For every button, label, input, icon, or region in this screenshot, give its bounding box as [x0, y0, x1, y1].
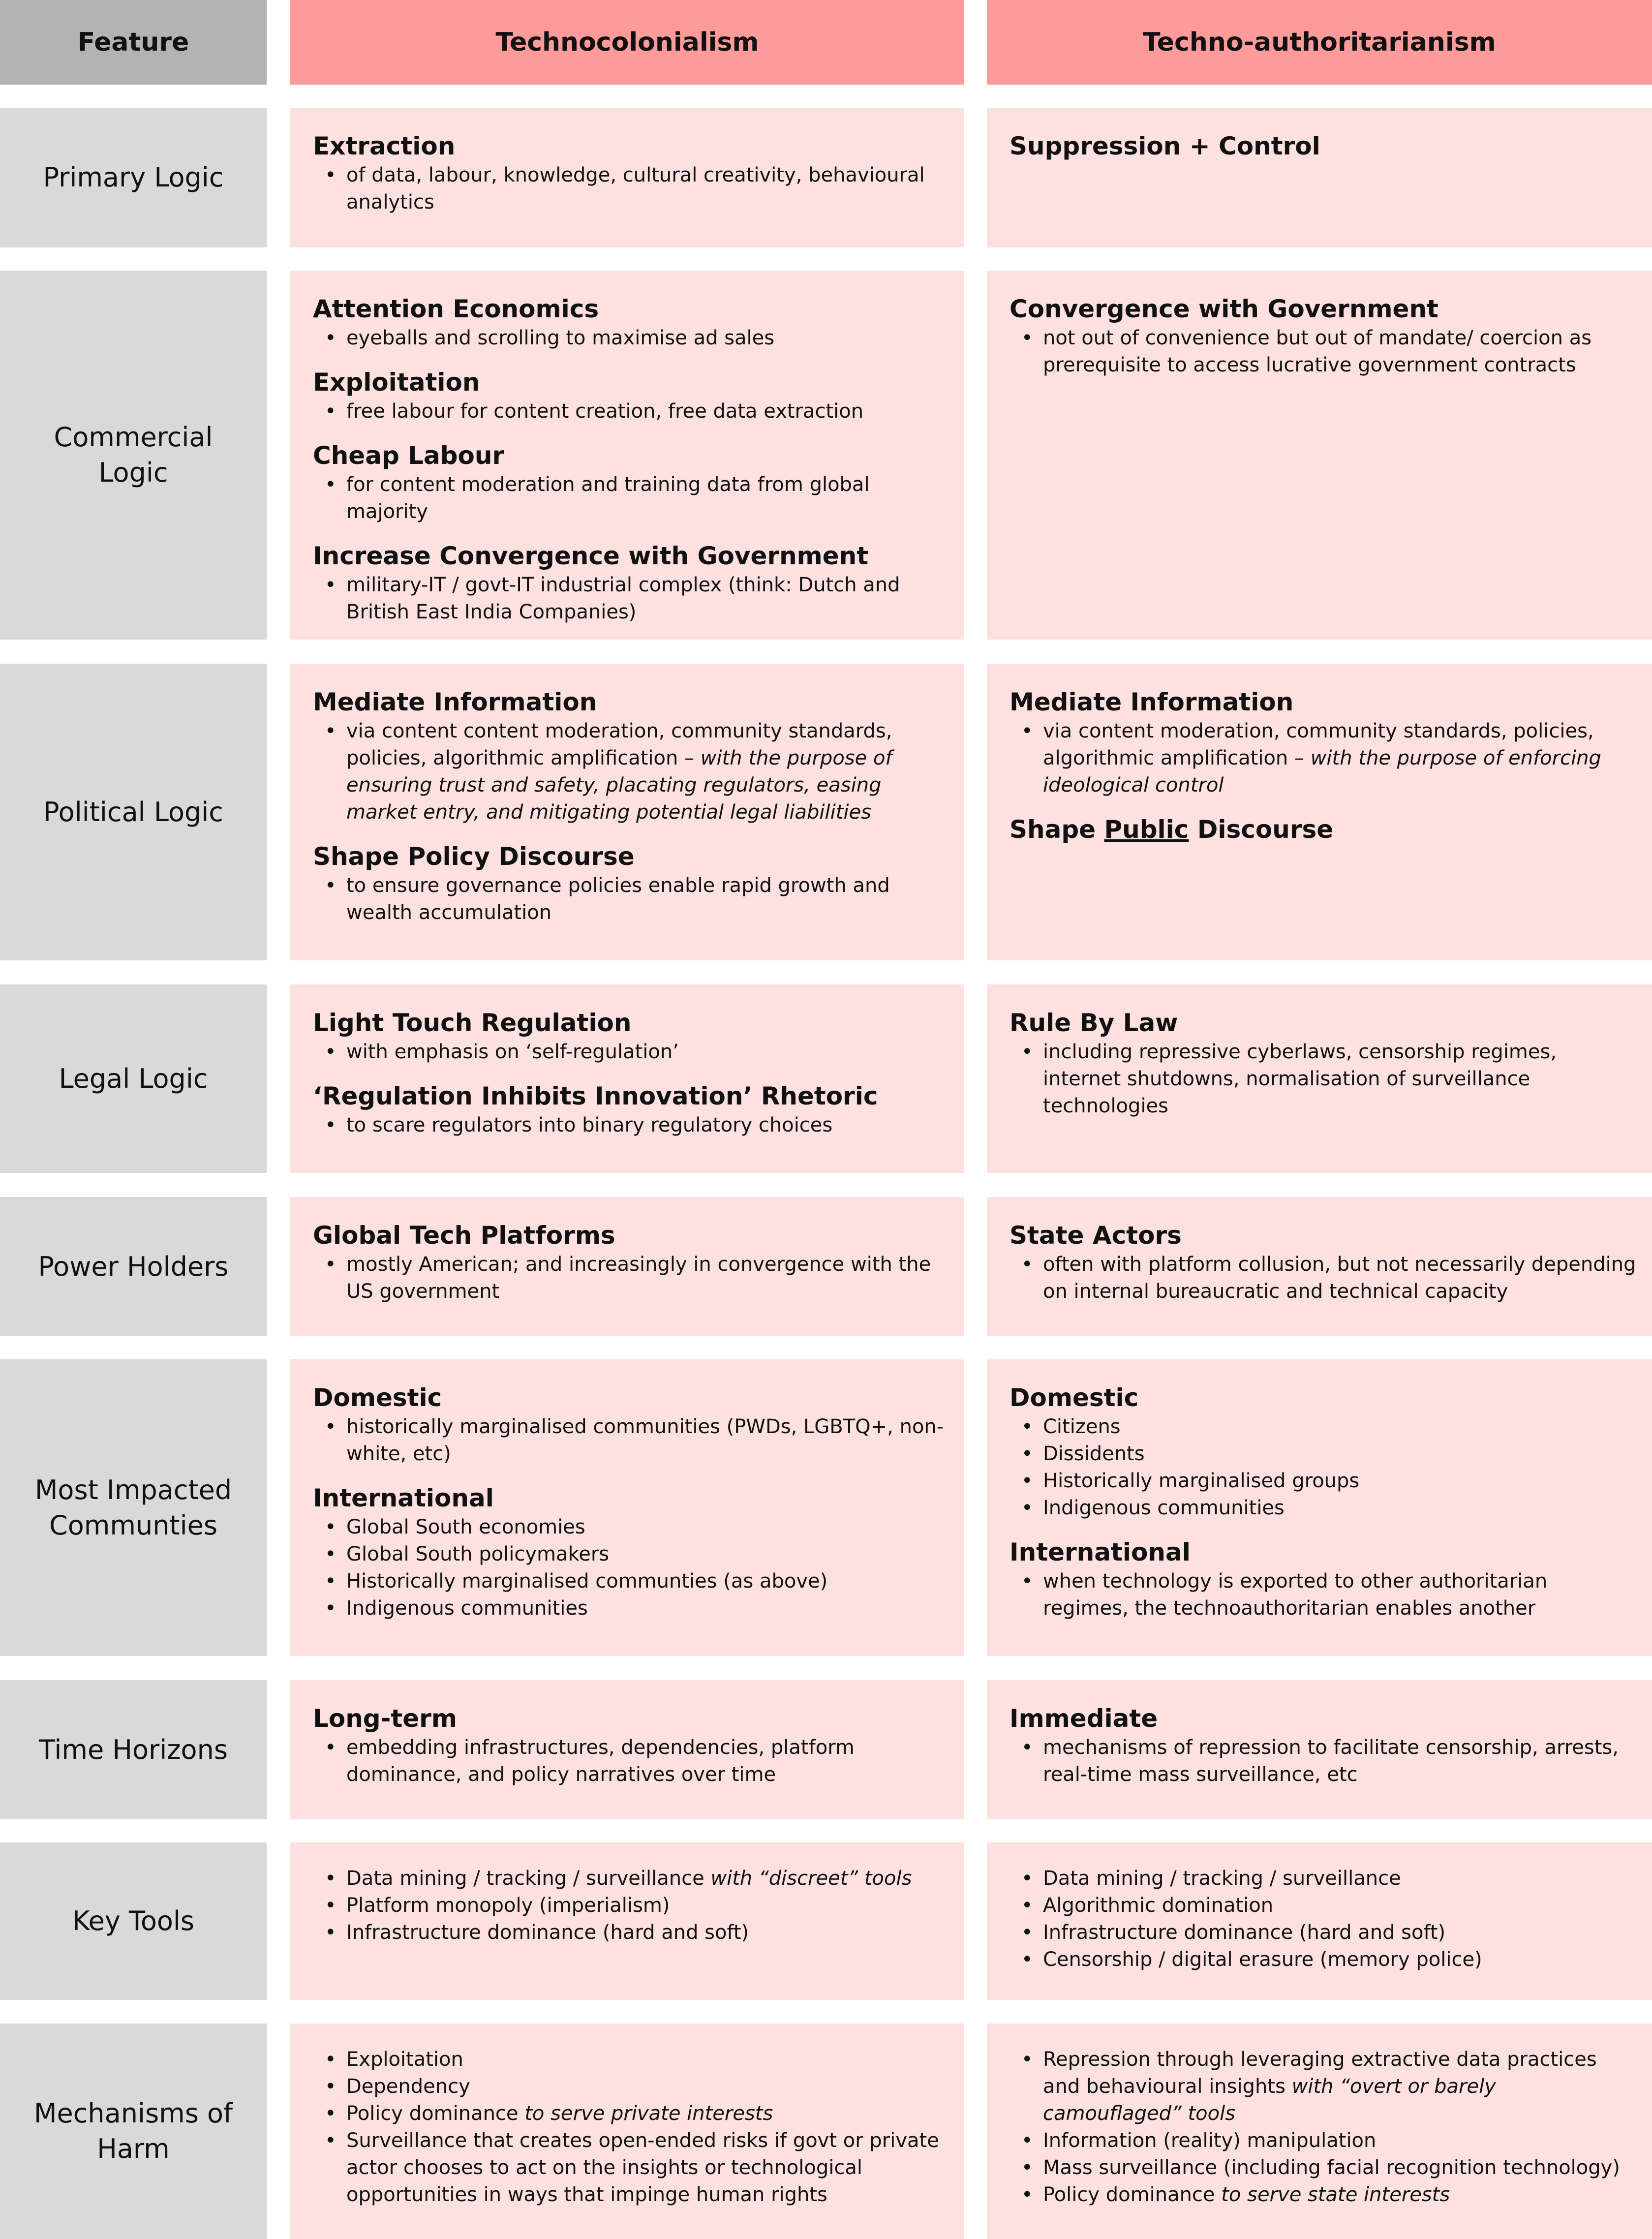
bullet-item — [313, 572, 949, 626]
bullet-item — [313, 1734, 949, 1788]
techno-authoritarianism-cell-most-impacted-communties — [987, 1359, 1652, 1656]
bullet-item — [1010, 1946, 1637, 1973]
bullet-item — [1010, 1892, 1637, 1919]
bullet-list — [313, 398, 949, 425]
feature-cell-most-impacted-communties — [0, 1359, 267, 1656]
bullet-list — [1010, 1039, 1637, 1120]
bullet-text: Infrastructure dominance (hard and soft) — [346, 1921, 749, 1944]
section — [1010, 1007, 1637, 1120]
technocolonialism-cell-commercial-logic — [290, 271, 964, 640]
section — [313, 1482, 949, 1622]
bullet-list — [313, 1112, 949, 1139]
bullet-emphasis: with the purpose of enforcing ideological control — [1043, 747, 1601, 797]
bullet-text: Information (reality) manipulation — [1043, 2129, 1377, 2152]
section-title: Exploitation — [313, 368, 480, 397]
bullet-text: to ensure governance policies enable rapid growth and wealth accumulation — [346, 874, 890, 924]
bullet-list — [313, 718, 949, 826]
section-title: International — [1010, 1538, 1191, 1566]
bullet-list — [313, 2046, 949, 2208]
feature-label: Power Holders — [38, 1251, 229, 1282]
bullet-text: Platform monopoly (imperialism) — [346, 1894, 670, 1917]
bullet-item — [313, 1039, 949, 1066]
section-title — [1010, 814, 1637, 845]
feature-cell-time-horizons — [0, 1680, 267, 1819]
bullet-item — [313, 1595, 949, 1622]
section-title-underlined: Public — [1104, 815, 1189, 844]
feature-cell-commercial-logic — [0, 271, 267, 640]
techno-authoritarianism-cell-commercial-logic — [987, 271, 1652, 640]
bullet-text: often with platform collusion, but not necessarily depending on internal bureaucratic and technical capacity — [1043, 1253, 1636, 1303]
section — [313, 1382, 949, 1468]
section — [1010, 814, 1637, 845]
bullet-item — [1010, 2181, 1637, 2208]
bullet-list — [313, 872, 949, 926]
bullet-item — [1010, 2046, 1637, 2127]
bullet-list — [313, 572, 949, 626]
bullet-list — [313, 1251, 949, 1305]
bullet-text: Surveillance that creates open-ended risks if govt or private actor chooses to act on the insights or technological opportunities in ways that impinge human rights — [346, 2129, 939, 2206]
technocolonialism-cell-most-impacted-communties — [290, 1359, 964, 1656]
section — [1010, 1865, 1637, 1973]
section — [313, 1703, 949, 1788]
feature-cell-key-tools — [0, 1842, 267, 2000]
bullet-text: of data, labour, knowledge, cultural creativity, behavioural analytics — [346, 164, 925, 214]
bullet-text: Data mining / tracking / surveillance — [346, 1867, 711, 1890]
feature-header-label: Feature — [77, 28, 189, 57]
bullet-item — [1010, 1441, 1637, 1468]
bullet-item — [1010, 2127, 1637, 2154]
section — [313, 686, 949, 826]
section — [1010, 1703, 1637, 1788]
bullet-text: Indigenous communities — [346, 1597, 588, 1620]
bullet-list — [313, 1865, 949, 1946]
section — [1010, 1536, 1637, 1622]
bullet-text: Censorship / digital erasure (memory police) — [1043, 1948, 1482, 1971]
technocolonialism-header-label: Technocolonialism — [495, 28, 759, 57]
section — [313, 367, 949, 425]
bullet-list — [1010, 1568, 1637, 1622]
section — [1010, 293, 1637, 379]
technocolonialism-cell-legal-logic — [290, 984, 964, 1173]
technocolonialism-cell-mechanisms-of-harm — [290, 2024, 964, 2239]
feature-label: Legal Logic — [59, 1063, 208, 1094]
bullet-item — [313, 872, 949, 926]
bullet-list — [1010, 325, 1637, 379]
bullet-list — [313, 1514, 949, 1622]
techno-authoritarianism-header — [987, 0, 1652, 85]
section — [313, 440, 949, 525]
bullet-text: Exploitation — [346, 2048, 463, 2071]
bullet-item — [313, 471, 949, 525]
techno-authoritarianism-cell-legal-logic — [987, 984, 1652, 1173]
section-title: Shape Policy Discourse — [313, 842, 635, 871]
section — [1010, 686, 1637, 799]
section-title: Immediate — [1010, 1704, 1158, 1733]
bullet-text: free labour for content creation, free data extraction — [346, 400, 864, 423]
bullet-item — [1010, 1039, 1637, 1120]
section-title: Convergence with Government — [1010, 295, 1438, 323]
section-title: Attention Economics — [313, 295, 599, 323]
bullet-text: mostly American; and increasingly in convergence with the US government — [346, 1253, 931, 1303]
bullet-item — [313, 2073, 949, 2100]
bullet-text: military-IT / govt-IT industrial complex (think: Dutch and British East India Companies) — [346, 574, 900, 623]
section — [313, 1865, 949, 1946]
bullet-list — [313, 471, 949, 525]
bullet-item — [313, 162, 949, 216]
section — [313, 2046, 949, 2208]
section-title: Light Touch Regulation — [313, 1009, 632, 1037]
techno-authoritarianism-cell-primary-logic — [987, 108, 1652, 247]
bullet-text: Mass surveillance (including facial recognition technology) — [1043, 2156, 1620, 2179]
section — [313, 1007, 949, 1066]
bullet-item — [1010, 1734, 1637, 1788]
bullet-list — [1010, 1865, 1637, 1973]
section-title: ‘Regulation Inhibits Innovation’ Rhetoric — [313, 1082, 878, 1110]
bullet-text: Dependency — [346, 2075, 470, 2098]
bullet-item — [1010, 2154, 1637, 2181]
bullet-emphasis: with “overt or barely camouflaged” tools — [1043, 2075, 1496, 2125]
bullet-text: historically marginalised communities (PWDs, LGBTQ+, non-white, etc) — [346, 1415, 944, 1465]
bullet-item — [313, 2046, 949, 2073]
section-title: Cheap Labour — [313, 441, 505, 470]
bullet-item — [313, 325, 949, 352]
feature-cell-power-holders — [0, 1197, 267, 1336]
section-title: Mediate Information — [1010, 688, 1294, 716]
technocolonialism-header — [290, 0, 964, 85]
bullet-item — [313, 1865, 949, 1892]
techno-authoritarianism-cell-mechanisms-of-harm — [987, 2024, 1652, 2239]
bullet-item — [313, 1892, 949, 1919]
bullet-list — [1010, 2046, 1637, 2208]
bullet-text: with emphasis on ‘self-regulation’ — [346, 1041, 679, 1063]
bullet-item — [1010, 1468, 1637, 1495]
section-title: Rule By Law — [1010, 1009, 1178, 1037]
bullet-text: via content moderation, community standards, policies, algorithmic amplification – — [1043, 720, 1594, 769]
feature-label: Time Horizons — [39, 1734, 228, 1765]
bullet-item — [1010, 718, 1637, 799]
bullet-item — [1010, 1568, 1637, 1622]
bullet-item — [313, 1919, 949, 1946]
techno-authoritarianism-header-label: Techno-authoritarianism — [1143, 28, 1496, 57]
bullet-text: embedding infrastructures, dependencies, platform dominance, and policy narratives over time — [346, 1736, 855, 1786]
bullet-text: Policy dominance — [1043, 2183, 1222, 2206]
bullet-emphasis: to serve private interests — [524, 2102, 773, 2125]
section-title: Long-term — [313, 1704, 457, 1733]
bullet-text: when technology is exported to other authoritarian regimes, the technoauthoritarian enables another — [1043, 1570, 1548, 1620]
feature-cell-mechanisms-of-harm — [0, 2024, 267, 2239]
bullet-item — [313, 1251, 949, 1305]
section — [1010, 2046, 1637, 2208]
bullet-text: eyeballs and scrolling to maximise ad sales — [346, 327, 775, 349]
bullet-text: Indigenous communities — [1043, 1497, 1285, 1519]
bullet-list — [1010, 718, 1637, 799]
bullet-list — [313, 1734, 949, 1788]
bullet-text: not out of convenience but out of mandate/ coercion as prerequisite to access lucrative government contracts — [1043, 327, 1592, 376]
section-title: State Actors — [1010, 1221, 1182, 1250]
bullet-text: Historically marginalised communties (as above) — [346, 1570, 828, 1593]
section — [1010, 130, 1637, 162]
bullet-text: Dissidents — [1043, 1442, 1145, 1465]
feature-label: Key Tools — [72, 1905, 195, 1936]
bullet-list — [1010, 1251, 1637, 1305]
feature-label: Commercial Logic — [54, 422, 213, 488]
bullet-text: Global South economies — [346, 1516, 585, 1538]
bullet-text: mechanisms of repression to facilitate censorship, arrests, real-time mass surveillance, etc — [1043, 1736, 1619, 1786]
bullet-list — [1010, 1413, 1637, 1522]
feature-cell-political-logic — [0, 664, 267, 960]
technocolonialism-cell-political-logic — [290, 664, 964, 960]
bullet-item — [1010, 1413, 1637, 1441]
bullet-text: Global South policymakers — [346, 1543, 610, 1565]
bullet-text: via content content moderation, community standards, policies, algorithmic amplification – — [346, 720, 892, 769]
technocolonialism-cell-power-holders — [290, 1197, 964, 1336]
bullet-item — [313, 1413, 949, 1468]
bullet-item — [313, 1112, 949, 1139]
techno-authoritarianism-cell-political-logic — [987, 664, 1652, 960]
bullet-item — [313, 2127, 949, 2208]
bullet-item — [313, 1514, 949, 1541]
section — [313, 293, 949, 352]
section-title: Domestic — [1010, 1383, 1139, 1412]
bullet-text: including repressive cyberlaws, censorship regimes, internet shutdowns, normalisation of surveillance technologies — [1043, 1041, 1557, 1117]
feature-label: Most Impacted Communties — [34, 1474, 232, 1541]
bullet-text: Citizens — [1043, 1415, 1121, 1438]
section — [313, 130, 949, 216]
feature-cell-legal-logic — [0, 984, 267, 1173]
bullet-emphasis: with “discreet” tools — [710, 1867, 912, 1890]
techno-authoritarianism-cell-power-holders — [987, 1197, 1652, 1336]
section — [313, 841, 949, 926]
bullet-list — [313, 1039, 949, 1066]
section-title: Mediate Information — [313, 688, 597, 716]
bullet-item — [313, 1541, 949, 1568]
bullet-text: Infrastructure dominance (hard and soft) — [1043, 1921, 1446, 1944]
feature-cell-primary-logic — [0, 108, 267, 247]
bullet-text: Policy dominance — [346, 2102, 525, 2125]
section — [1010, 1382, 1637, 1522]
feature-label: Primary Logic — [43, 162, 224, 193]
bullet-list — [1010, 1734, 1637, 1788]
bullet-item — [313, 398, 949, 425]
section-title: Suppression + Control — [1010, 132, 1320, 160]
section — [1010, 1220, 1637, 1305]
section-title: Domestic — [313, 1383, 442, 1412]
bullet-list — [313, 325, 949, 352]
bullet-text: Historically marginalised groups — [1043, 1470, 1360, 1492]
bullet-item — [313, 718, 949, 826]
bullet-text: Data mining / tracking / surveillance — [1043, 1867, 1401, 1890]
feature-label: Political Logic — [43, 796, 223, 828]
bullet-text: for content moderation and training data from global majority — [346, 473, 870, 523]
bullet-text: Repression through leveraging extractive data practices and behavioural insights — [1043, 2048, 1597, 2098]
section-title: Increase Convergence with Government — [313, 542, 869, 570]
section — [313, 1220, 949, 1305]
feature-label: Mechanisms of Harm — [33, 2098, 233, 2164]
bullet-item — [1010, 1865, 1637, 1892]
feature-header — [0, 0, 267, 85]
section — [313, 1080, 949, 1139]
bullet-item — [1010, 1495, 1637, 1522]
section-title: International — [313, 1484, 494, 1512]
techno-authoritarianism-cell-time-horizons — [987, 1680, 1652, 1819]
section — [313, 540, 949, 626]
bullet-text: Algorithmic domination — [1043, 1894, 1274, 1917]
bullet-item — [1010, 1251, 1637, 1305]
bullet-emphasis: to serve state interests — [1221, 2183, 1450, 2206]
technocolonialism-cell-time-horizons — [290, 1680, 964, 1819]
section-title-part: Shape — [1010, 815, 1104, 844]
bullet-text: to scare regulators into binary regulatory choices — [346, 1114, 833, 1136]
section-title: Global Tech Platforms — [313, 1221, 615, 1250]
technocolonialism-cell-key-tools — [290, 1842, 964, 2000]
bullet-list — [313, 162, 949, 216]
bullet-emphasis: with the purpose of ensuring trust and safety, placating regulators, easing market entry, and mitigating potential legal liabilities — [346, 747, 892, 824]
bullet-item — [313, 2100, 949, 2127]
bullet-list — [313, 1413, 949, 1468]
techno-authoritarianism-cell-key-tools — [987, 1842, 1652, 2000]
bullet-item — [313, 1568, 949, 1595]
bullet-item — [1010, 325, 1637, 379]
section-title: Extraction — [313, 132, 456, 160]
bullet-item — [1010, 1919, 1637, 1946]
technocolonialism-cell-primary-logic — [290, 108, 964, 247]
section-title-part: Discourse — [1189, 815, 1334, 844]
